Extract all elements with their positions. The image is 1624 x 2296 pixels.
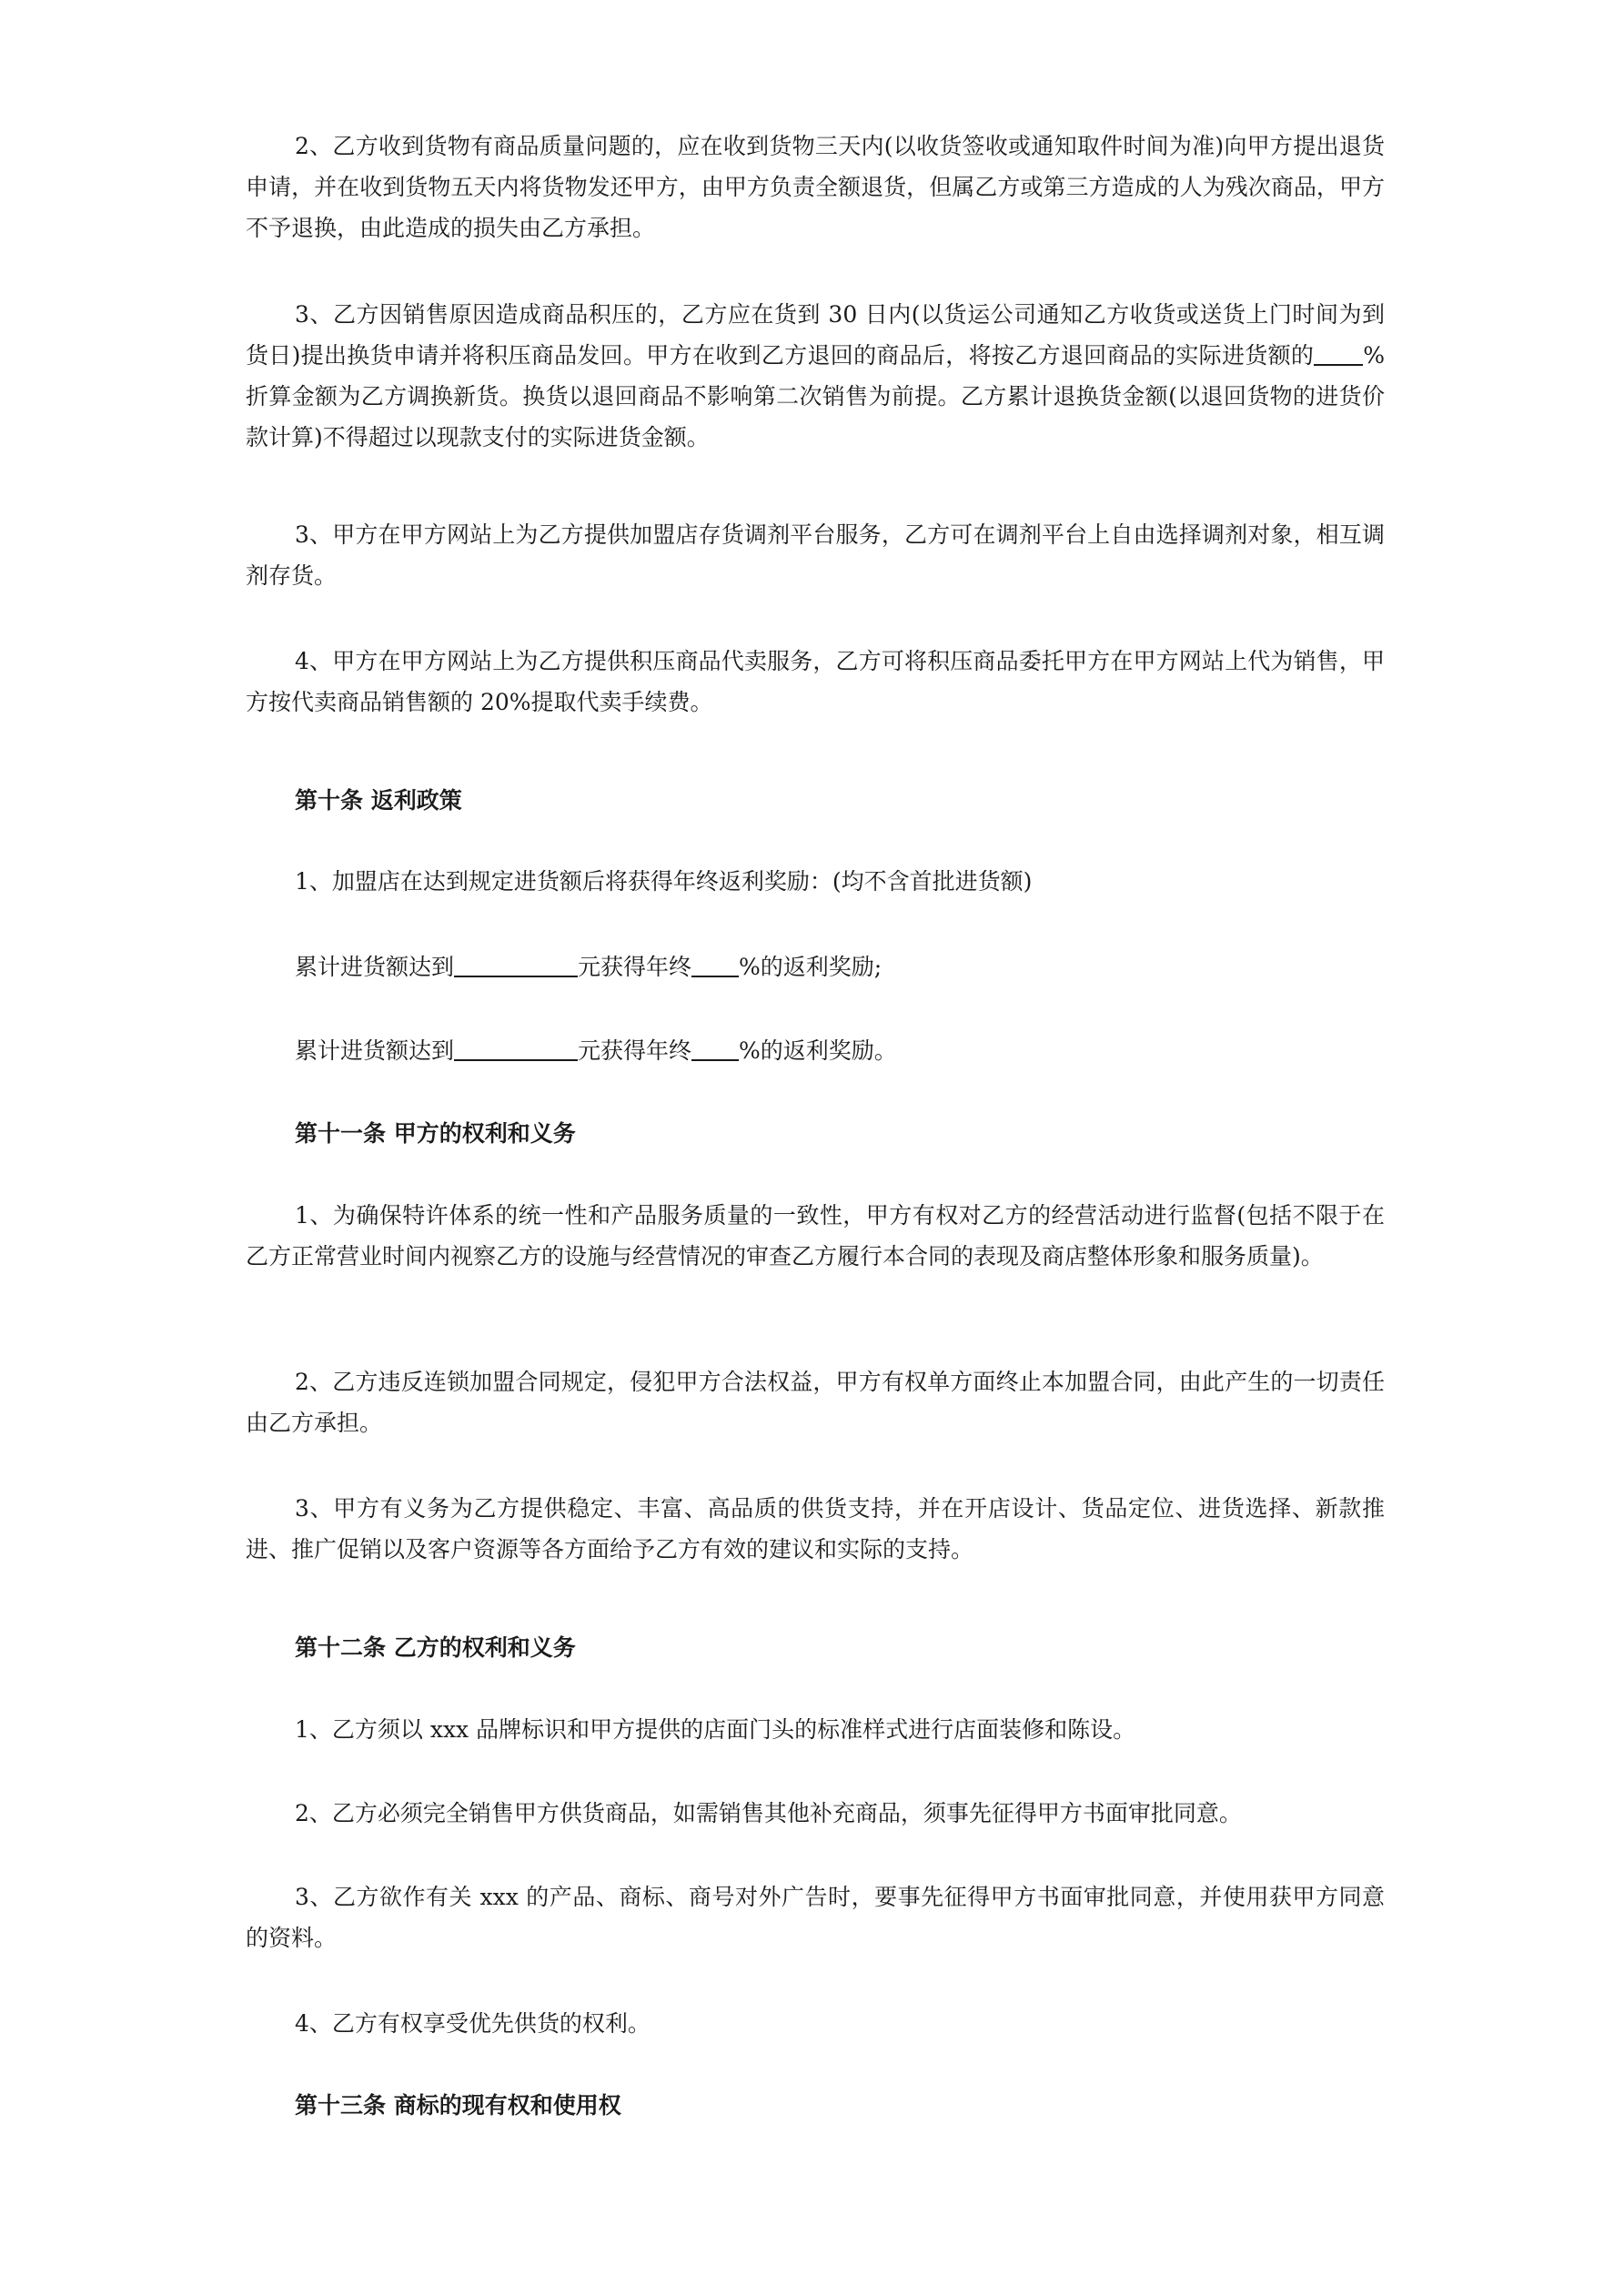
paragraph-exchange-overstock (246, 294, 1385, 458)
article12-item-2: 2、乙方必须完全销售甲方供货商品，如需销售其他补充商品，须事先征得甲方书面审批同意。 (295, 1800, 1242, 1826)
rebate-intro: 1、加盟店在达到规定进货额后将获得年终返利奖励：(均不含首批进货额) (295, 868, 1033, 895)
tier2-mid: 元获得年终 (578, 1037, 692, 1064)
heading-article-12: 第十二条 乙方的权利和义务 (295, 1634, 576, 1661)
tier1-mid: 元获得年终 (578, 954, 692, 980)
exchange-percent-blank[interactable] (1314, 342, 1363, 366)
article11-item-3: 3、甲方有义务为乙方提供稳定、丰富、高品质的供货支持，并在开店设计、货品定位、进货选择、新款推进、推广促销以及客户资源等各方面给予乙方有效的建议和实际的支持。 (246, 1495, 1385, 1563)
exchange-text-part2: %折算金额为乙方调换新货。换货以退回商品不影响第二次销售为前提。乙方累计退换货金额(以退回货物的进货价款计算)不得超过以现款支付的实际进货金额。 (246, 342, 1385, 450)
tier2-suffix: %的返利奖励。 (739, 1037, 897, 1064)
tier1-amount-blank[interactable] (454, 954, 578, 977)
paragraph-inventory-platform: 3、甲方在甲方网站上为乙方提供加盟店存货调剂平台服务，乙方可在调剂平台上自由选择调剂对象，相互调剂存货。 (246, 521, 1385, 589)
paragraph-return-quality: 2、乙方收到货物有商品质量问题的，应在收到货物三天内(以收货签收或通知取件时间为准)向甲方提出退货申请，并在收到货物五天内将货物发还甲方，由甲方负责全额退货，但属乙方或第三方造成的人为残次商品，甲方不予退换，由此造成的损失由乙方承担。 (246, 133, 1385, 241)
heading-article-13: 第十三条 商标的现有权和使用权 (295, 2092, 621, 2119)
exchange-text-part1: 3、乙方因销售原因造成商品积压的，乙方应在货到 30 日内(以货运公司通知乙方收货或送货上门时间为到货日)提出换货申请并将积压商品发回。甲方在收到乙方退回的商品后，将按乙方退回商品的实际进货额的 (246, 301, 1385, 369)
heading-article-11: 第十一条 甲方的权利和义务 (295, 1120, 576, 1147)
article11-item-2: 2、乙方违反连锁加盟合同规定，侵犯甲方合法权益，甲方有权单方面终止本加盟合同，由此产生的一切责任由乙方承担。 (246, 1369, 1385, 1436)
tier1-suffix: %的返利奖励; (739, 954, 883, 980)
article11-item-1: 1、为确保特许体系的统一性和产品服务质量的一致性，甲方有权对乙方的经营活动进行监督(包括不限于在乙方正常营业时间内视察乙方的设施与经营情况的审查乙方履行本合同的表现及商店整体形象和服务质量)。 (246, 1202, 1385, 1269)
article12-item-1: 1、乙方须以 xxx 品牌标识和甲方提供的店面门头的标准样式进行店面装修和陈设。 (295, 1716, 1136, 1743)
paragraph-consignment-service: 4、甲方在甲方网站上为乙方提供积压商品代卖服务，乙方可将积压商品委托甲方在甲方网站上代为销售，甲方按代卖商品销售额的 20%提取代卖手续费。 (246, 648, 1385, 715)
rebate-tier-1 (295, 946, 882, 987)
article12-item-4: 4、乙方有权享受优先供货的权利。 (295, 2010, 651, 2037)
rebate-tier-2 (295, 1030, 897, 1071)
tier2-amount-blank[interactable] (454, 1037, 578, 1061)
tier2-percent-blank[interactable] (691, 1037, 739, 1061)
tier1-percent-blank[interactable] (691, 954, 739, 977)
tier2-prefix: 累计进货额达到 (295, 1037, 455, 1064)
heading-article-10: 第十条 返利政策 (295, 787, 462, 814)
article12-item-3: 3、乙方欲作有关 xxx 的产品、商标、商号对外广告时，要事先征得甲方书面审批同意，并使用获甲方同意的资料。 (246, 1884, 1385, 1951)
tier1-prefix: 累计进货额达到 (295, 954, 455, 980)
